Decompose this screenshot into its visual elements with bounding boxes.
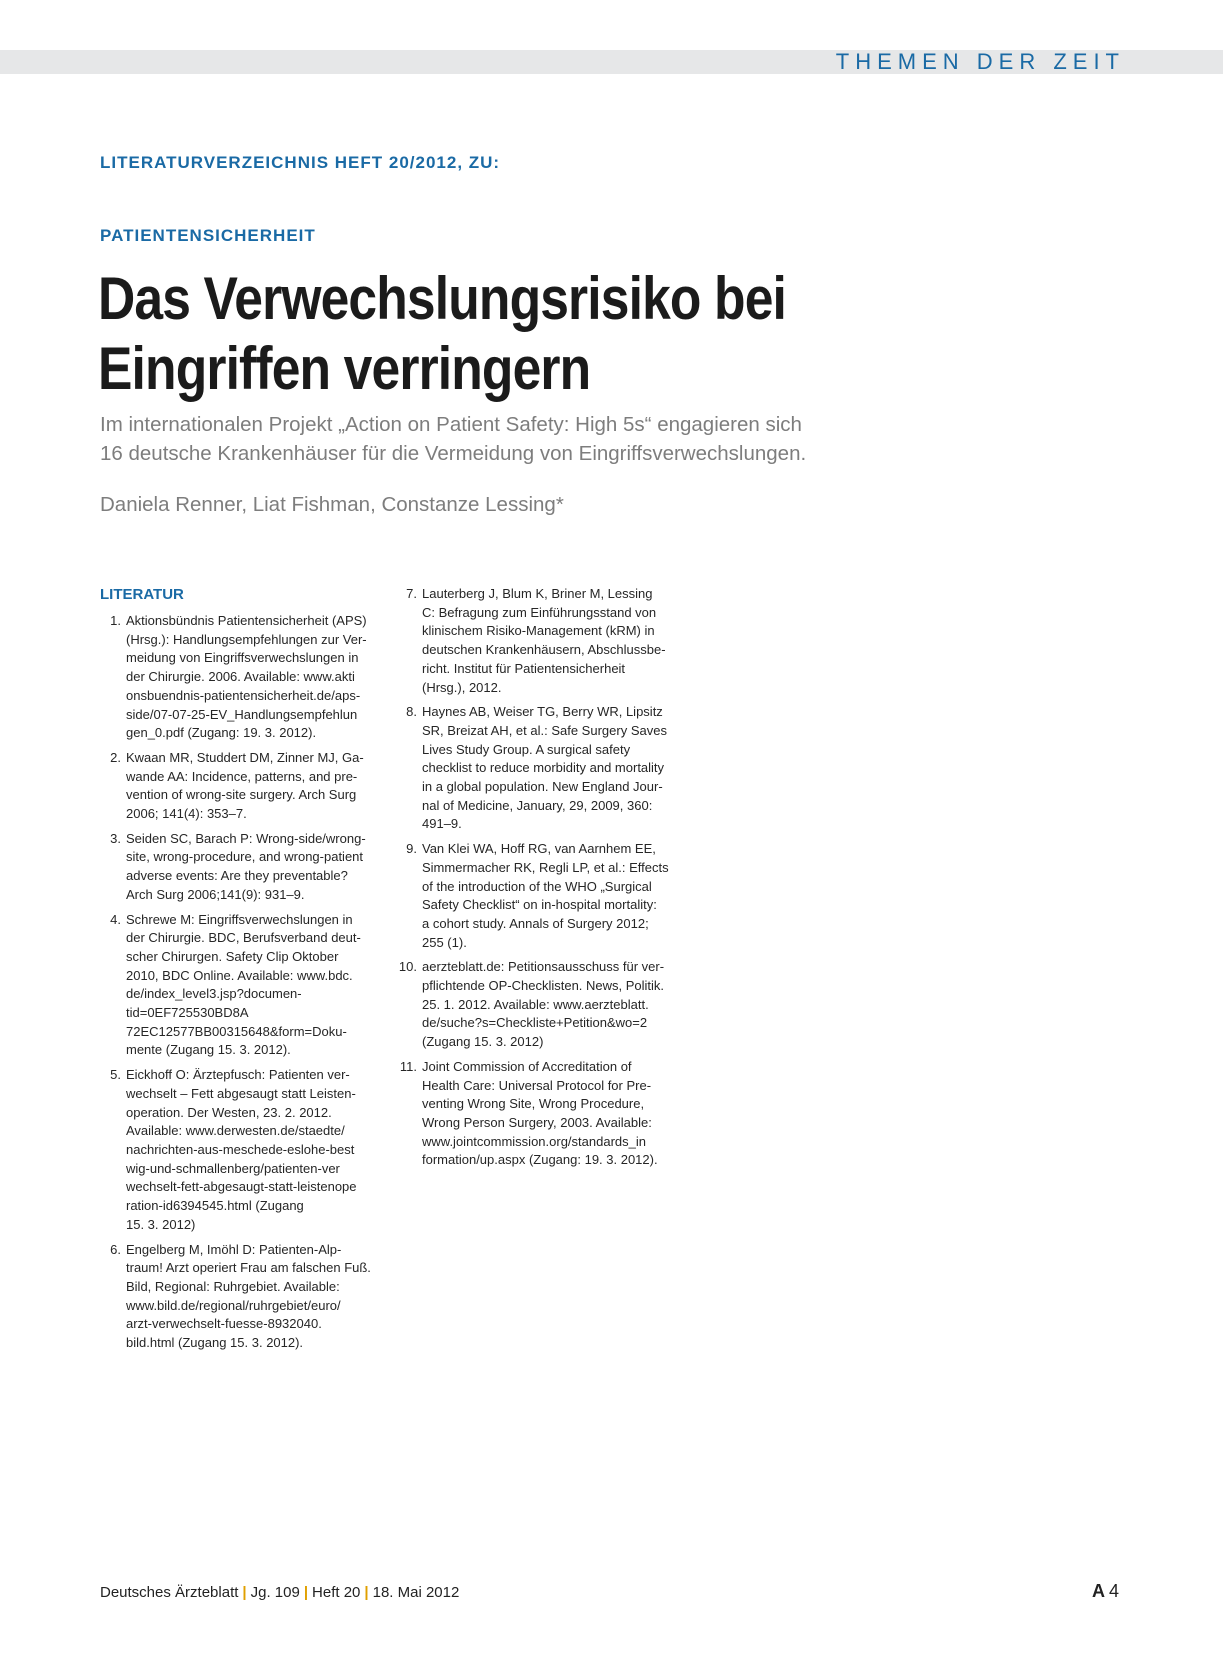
reference-number: 1.	[110, 613, 121, 628]
reference-text: Van Klei WA, Hoff RG, van Aarnhem EE, Simmermacher RK, Regli LP, et al.: Effects of the introduction of the WHO „Surgical Safety Checklist“ on in-hospital mortality: a cohort study. Annals of Surgery 2012; 255 (1).	[422, 841, 669, 950]
footer-journal: Deutsches Ärzteblatt	[100, 1584, 239, 1601]
footer-separator: |	[364, 1584, 369, 1601]
footer-volume: Jg. 109	[250, 1584, 300, 1601]
reference-item	[100, 911, 382, 1061]
reference-item	[100, 1066, 382, 1234]
reference-text: Aktionsbündnis Patientensicherheit (APS) (Hrsg.): Handlungsempfehlungen zur Ver- meidung von Eingriffsverwechslungen in der Chirurgie. 2006. Available: www.akti onsbuendnis-patientensicherheit.de/aps- side/07-07-25-EV_Handlungsempfehlun gen_0.pdf (Zugang: 19. 3. 2012).	[126, 613, 367, 741]
reference-item	[100, 1241, 382, 1353]
page-number	[1092, 1581, 1119, 1602]
reference-text: Kwaan MR, Studdert DM, Zinner MJ, Ga- wande AA: Incidence, patterns, and pre- vention of wrong-site surgery. Arch Surg 2006; 141(4): 353–7.	[126, 749, 364, 822]
footer-citation	[100, 1584, 459, 1601]
reference-number: 3.	[110, 830, 121, 846]
reference-item	[100, 612, 382, 743]
reference-item	[396, 958, 686, 1052]
reference-text: Lauterberg J, Blum K, Briner M, Lessing C: Befragung zum Einführungsstand von klinischem Risiko-Management (kRM) in deutschen Krankenhäusern, Abschlussbe- richt. Institut für Patientensicherheit (Hrsg.), 2012.	[422, 586, 666, 695]
article-kicker: LITERATURVERZEICHNIS HEFT 20/2012, ZU:	[100, 153, 501, 172]
page-prefix: A	[1091, 1581, 1105, 1601]
reference-number: 10.	[398, 959, 417, 975]
lead-line-1: Im internationalen Projekt „Action on Patient Safety: High 5s“ engagieren sich	[100, 413, 802, 436]
reference-number: 8.	[406, 704, 417, 720]
reference-text: Schrewe M: Eingriffsverwechslungen in der Chirurgie. BDC, Berufsverband deut- scher Chirurgen. Safety Clip Oktober 2010, BDC Online. Available: www.bdc. de/index_level3.jsp?documen- tid=0EF725530BD8A 72EC12577BB00315648&form=Doku- mente (Zugang 15. 3. 2012).	[126, 911, 361, 1058]
reference-item	[396, 703, 686, 834]
article-topic: PATIENTENSICHERHEIT	[100, 226, 316, 245]
section-label: THEMEN DER ZEIT	[835, 49, 1125, 74]
reference-item	[396, 840, 686, 952]
article-authors: Daniela Renner, Liat Fishman, Constanze Lessing*	[100, 493, 564, 516]
reference-number: 5.	[110, 1067, 121, 1083]
reference-text: Eickhoff O: Ärztepfusch: Patienten ver- wechselt – Fett abgesaugt statt Leisten- operation. Der Westen, 23. 2. 2012. Available: www.derwesten.de/staedte/ nachrichten-aus-meschede-eslohe-best wig-und-schmallenberg/patienten-ver wechselt-fett-abgesaugt-statt-leistenope ration-id6394545.html (Zugang 15. 3. 2012)	[126, 1067, 357, 1232]
reference-number: 4.	[110, 911, 121, 927]
article-lead	[100, 410, 1000, 468]
reference-item	[100, 830, 382, 905]
reference-number: 9.	[406, 841, 417, 857]
reference-list-column-2	[396, 585, 686, 1176]
headline-line-1: Das Verwechslungsrisiko bei	[98, 265, 787, 332]
reference-item	[396, 1058, 686, 1170]
headline-line-2: Eingriffen verringern	[98, 335, 591, 402]
lead-line-2: 16 deutsche Krankenhäuser für die Vermeidung von Eingriffsverwechslungen.	[100, 442, 807, 465]
reference-item	[396, 585, 686, 697]
footer-separator: |	[242, 1584, 247, 1601]
footer-issue: Heft 20	[312, 1584, 361, 1601]
footer-date: 18. Mai 2012	[372, 1584, 460, 1601]
literatur-heading: LITERATUR	[100, 586, 184, 603]
reference-text: Engelberg M, Imöhl D: Patienten-Alp- traum! Arzt operiert Frau am falschen Fuß. Bild, Regional: Ruhrgebiet. Available: www.bild.de/regional/ruhrgebiet/euro/ arzt-verwechselt-fuesse-8932040. bild.html (Zugang 15. 3. 2012).	[126, 1241, 371, 1351]
page-number-value: 4	[1108, 1581, 1119, 1601]
article-headline	[98, 264, 958, 404]
reference-number: 11.	[399, 1058, 417, 1074]
reference-text: Haynes AB, Weiser TG, Berry WR, Lipsitz SR, Breizat AH, et al.: Safe Surgery Saves Lives Study Group. A surgical safety checklist to reduce morbidity and mortality in a global population. New England Jour- nal of Medicine, January, 29, 2009, 360: 491–9.	[422, 704, 667, 832]
reference-number: 6.	[110, 1241, 121, 1257]
reference-text: Seiden SC, Barach P: Wrong-side/wrong- site, wrong-procedure, and wrong-patient adverse events: Are they preventable? Arch Surg 2006;141(9): 931–9.	[126, 830, 366, 902]
reference-item	[100, 749, 382, 824]
reference-number: 7.	[406, 586, 417, 601]
reference-number: 2.	[110, 749, 121, 765]
reference-text: aerzteblatt.de: Petitionsausschuss für ver- pflichtende OP-Checklisten. News, Politik. 25. 1. 2012. Available: www.aerzteblatt. de/suche?s=Checkliste+Petition&wo=2 (Zugang 15. 3. 2012)	[422, 959, 665, 1050]
footer-separator: |	[303, 1584, 309, 1601]
reference-text: Joint Commission of Accreditation of Health Care: Universal Protocol for Pre- venting Wrong Site, Wrong Procedure, Wrong Person Surgery, 2003. Available: www.jointcommission.org/standards_in formation/up.aspx (Zugang: 19. 3. 2012).	[422, 1058, 658, 1168]
reference-list-column-1	[100, 612, 382, 1359]
